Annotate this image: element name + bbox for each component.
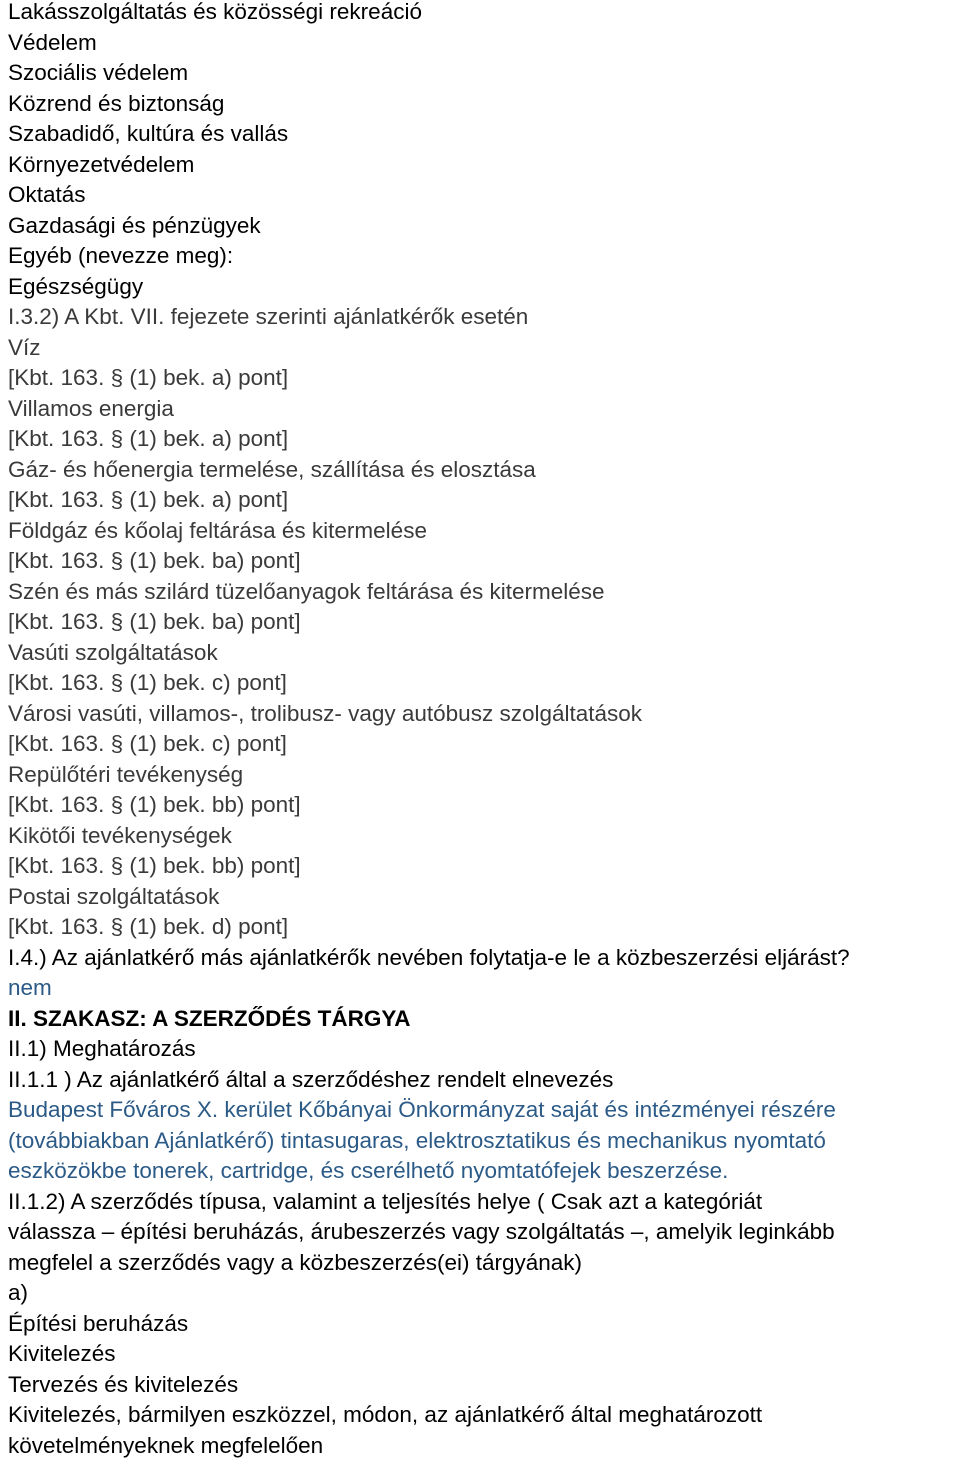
option-public-order: Közrend és biztonság: [8, 89, 952, 120]
field-ii12-label: válassza – építési beruházás, árubeszerzés vagy szolgáltatás –, amelyik leginkább: [8, 1217, 952, 1248]
option-health: Egészségügy: [8, 272, 952, 303]
activity-electricity: Villamos energia: [8, 394, 952, 425]
contract-title-line: Budapest Főváros X. kerület Kőbányai Önkormányzat saját és intézményei részére: [8, 1095, 952, 1126]
option-environment: Környezetvédelem: [8, 150, 952, 181]
activity-gas-heat: Gáz- és hőenergia termelése, szállítása és elosztása: [8, 455, 952, 486]
activity-reference: [Kbt. 163. § (1) bek. c) pont]: [8, 668, 952, 699]
activity-reference: [Kbt. 163. § (1) bek. bb) pont]: [8, 851, 952, 882]
activity-reference: [Kbt. 163. § (1) bek. ba) pont]: [8, 546, 952, 577]
subsection-ii1: II.1) Meghatározás: [8, 1034, 952, 1065]
field-ii12-label: II.1.2) A szerződés típusa, valamint a teljesítés helye ( Csak azt a kategóriát: [8, 1187, 952, 1218]
activity-postal: Postai szolgáltatások: [8, 882, 952, 913]
activity-water: Víz: [8, 333, 952, 364]
option-other: Egyéb (nevezze meg):: [8, 241, 952, 272]
activity-oil-gas: Földgáz és kőolaj feltárása és kitermelése: [8, 516, 952, 547]
option-a-label: a): [8, 1278, 952, 1309]
option-execution: Kivitelezés: [8, 1339, 952, 1370]
activity-reference: [Kbt. 163. § (1) bek. c) pont]: [8, 729, 952, 760]
option-execution-any-means: Kivitelezés, bármilyen eszközzel, módon, az ajánlatkérő által meghatározott: [8, 1400, 952, 1431]
activity-reference: [Kbt. 163. § (1) bek. bb) pont]: [8, 790, 952, 821]
activity-coal: Szén és más szilárd tüzelőanyagok feltárása és kitermelése: [8, 577, 952, 608]
activity-reference: [Kbt. 163. § (1) bek. a) pont]: [8, 424, 952, 455]
section-ii-heading: II. SZAKASZ: A SZERZŐDÉS TÁRGYA: [8, 1004, 952, 1035]
answer-i4: nem: [8, 973, 952, 1004]
field-ii12-label: megfelel a szerződés vagy a közbeszerzés(ei) tárgyának): [8, 1248, 952, 1279]
option-defense: Védelem: [8, 28, 952, 59]
activity-urban-transport: Városi vasúti, villamos-, trolibusz- vagy autóbusz szolgáltatások: [8, 699, 952, 730]
activity-reference: [Kbt. 163. § (1) bek. a) pont]: [8, 363, 952, 394]
option-housing: Lakásszolgáltatás és közösségi rekreáció: [8, 0, 952, 28]
activity-reference: [Kbt. 163. § (1) bek. ba) pont]: [8, 607, 952, 638]
question-i4: I.4.) Az ajánlatkérő más ajánlatkérők nevében folytatja-e le a közbeszerzési eljárást?: [8, 943, 952, 974]
option-education: Oktatás: [8, 180, 952, 211]
option-execution-any-means: követelményeknek megfelelően: [8, 1431, 952, 1461]
section-heading-i32: I.3.2) A Kbt. VII. fejezete szerinti ajánlatkérők esetén: [8, 302, 952, 333]
activity-airport: Repülőtéri tevékenység: [8, 760, 952, 791]
option-leisure: Szabadidő, kultúra és vallás: [8, 119, 952, 150]
activity-reference: [Kbt. 163. § (1) bek. d) pont]: [8, 912, 952, 943]
activity-railway: Vasúti szolgáltatások: [8, 638, 952, 669]
field-ii11-label: II.1.1 ) Az ajánlatkérő által a szerződéshez rendelt elnevezés: [8, 1065, 952, 1096]
option-works: Építési beruházás: [8, 1309, 952, 1340]
option-economic: Gazdasági és pénzügyek: [8, 211, 952, 242]
contract-title-line: eszközökbe tonerek, cartridge, és cserélhető nyomtatófejek beszerzése.: [8, 1156, 952, 1187]
activity-port: Kikötői tevékenységek: [8, 821, 952, 852]
activity-reference: [Kbt. 163. § (1) bek. a) pont]: [8, 485, 952, 516]
contract-title-line: (továbbiakban Ajánlatkérő) tintasugaras, elektrosztatikus és mechanikus nyomtató: [8, 1126, 952, 1157]
option-social: Szociális védelem: [8, 58, 952, 89]
option-design-execution: Tervezés és kivitelezés: [8, 1370, 952, 1401]
